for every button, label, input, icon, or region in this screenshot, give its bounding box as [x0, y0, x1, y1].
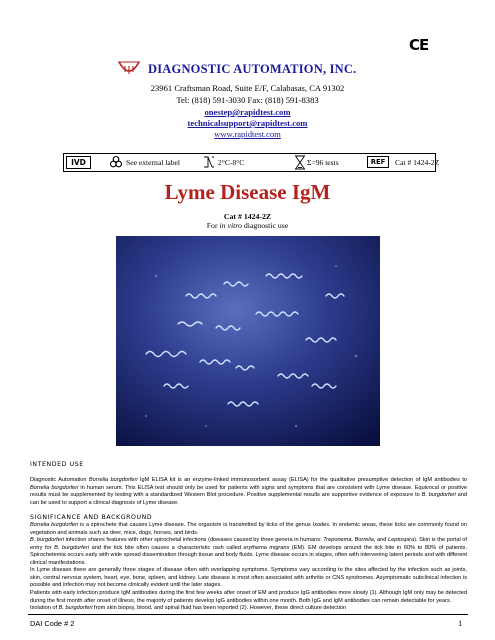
- significance-paragraph-4: Patients with early infection produce IgM antibodies during the first few weeks after onset of EM and produce IgG antibodies more slowly (1). Although IgM only may be detected during the first month after onset of illness, the majority of patients develop IgG antibodies within one month. Both IgG and IgM antibodies can remain detectable for years.: [30, 590, 467, 604]
- significance-paragraph-2: B. burgdorferi infection shares features with other spirochetal infections (diseases caused by three genera in humans: Treponema, Borrelia, and Leptospira). Skin is the portal of entry for B. burgdorferi and the tick bite often causes a characteristic rash called erythema migrans (EM). EM develops around the tick bite in 60% to 80% of patients. Spirochetemia occurs early with wide spread dissemination through tissue and body fluids. Lyme disease occurs in stages, often with intervening latent periods and with different clinical manifestations.: [30, 537, 468, 566]
- intended-use-heading: INTENDED USE: [30, 461, 84, 468]
- email-link-onestep[interactable]: onestep@rapidtest.com: [204, 107, 291, 117]
- footer-divider: [28, 614, 468, 615]
- company-name: DIAGNOSTIC AUTOMATION, INC.: [148, 62, 357, 76]
- email-link-support[interactable]: technicalsupport@rapidtest.com: [187, 118, 308, 128]
- significance-paragraph-5: Isolation of B. burgdorferi from skin biopsy, blood, and spinal fluid has been reported (2). However, these direct culture detection: [30, 605, 347, 611]
- footer-code: DAI Code # 2: [30, 619, 75, 628]
- test-count-text: Σ=96 tests: [307, 158, 339, 167]
- spirochete-micrograph: [116, 236, 380, 446]
- company-logo-icon: [116, 58, 142, 84]
- intended-use-subtitle: For in vitro diagnostic use: [206, 221, 289, 230]
- catalog-subtitle: Cat # 1424-2Z: [223, 212, 272, 221]
- company-address: 23961 Craftsman Road, Suite E/F, Calabasas, CA 91302: [150, 83, 345, 93]
- ref-symbol: REF: [367, 156, 389, 168]
- biohazard-icon: [109, 155, 123, 169]
- ivd-symbol: IVD: [66, 156, 91, 169]
- significance-paragraph-3: In Lyme disease there are generally three stages of disease often with overlapping symptoms. Symptoms vary according to the sites affected by the infection such as joints, skin, central nervous system, heart, eye, bone, spleen, and kidney. Late disease is most often associated with arthritis or CNS syndromes. Asymptomatic subclinical infection is possible and infection may not become clinically evident until the later stages.: [30, 567, 467, 589]
- see-external-label-text: See external label: [126, 158, 180, 167]
- significance-paragraph-1: Borrelia burgdorferi is a spirochete that causes Lyme disease. The organism is transmitted by ticks of the genus Ixodes. In endemic areas, these ticks are commonly found on vegetation and animals such as deer, mice, dogs, horses, and birds.: [30, 522, 467, 536]
- website-link[interactable]: www.rapidtest.com: [214, 129, 281, 139]
- catalog-number-text: Cat # 1424-2Z: [395, 158, 440, 167]
- temperature-limit-icon: [203, 155, 215, 170]
- storage-temperature-text: 2°C-8°C: [218, 158, 245, 167]
- ce-mark: CE: [409, 36, 429, 54]
- company-phone-fax: Tel: (818) 591-3030 Fax: (818) 591-8383: [176, 95, 319, 105]
- significance-heading: SIGNIFICANCE AND BACKGROUND: [30, 514, 153, 521]
- symbol-bar: [63, 153, 440, 172]
- hourglass-icon: [294, 155, 306, 170]
- document-title: Lyme Disease IgM: [164, 180, 331, 204]
- page-number: 1: [458, 619, 463, 628]
- intended-use-paragraph: Diagnostic Automation Borrelia burgdorferi IgM ELISA kit is an enzyme-linked immunosorbent assay (ELISA) for the qualitative presumptive detection of IgM antibodies to Borrelia burgdorferi in human serum. This ELISA test should only be used for patients with signs and symptoms that are consistent with Lyme disease. Equivocal or positive results must be supplemented by testing with a standardized Western Blot procedure. Positive supplemental results are supportive evidence of exposure to B. burgdorferi and can be used to support a clinical diagnosis of Lyme disease.: [30, 477, 467, 506]
